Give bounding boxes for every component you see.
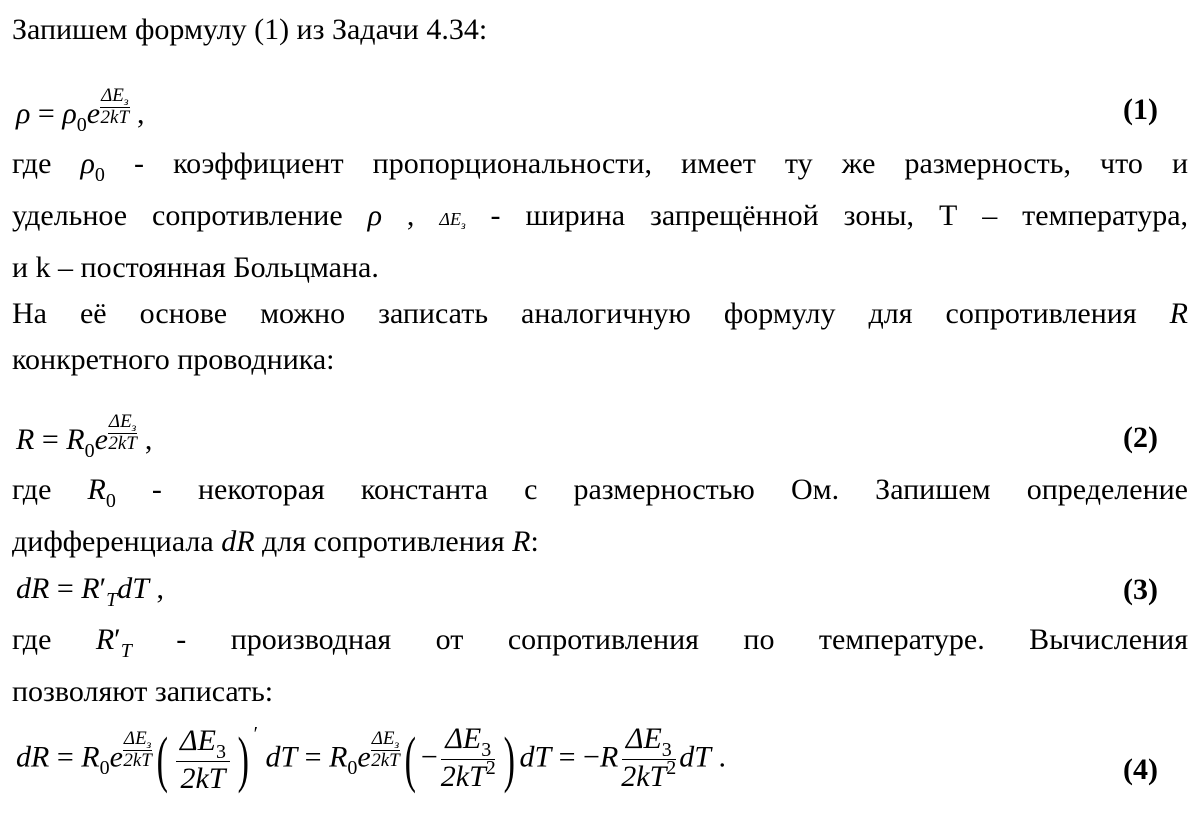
paragraph-3-line-2: дифференциала dR для сопротивления R:	[12, 525, 539, 558]
paragraph-4-line-1: где $R'_T$ - производная от сопротивления по температуре. Вычисления	[12, 623, 1188, 662]
paragraph-1-line-1: где $\rho_0$ - коэффициент пропорциональности, имеет ту же размерность, что и	[12, 147, 1188, 186]
equation-number-3: (3)	[1123, 573, 1158, 606]
paragraph-4-line-2: позволяют записать:	[12, 675, 274, 708]
equation-number-1: (1)	[1123, 93, 1158, 126]
intro-text: Запишем формулу (1) из Задачи 4.34:	[12, 13, 488, 46]
equation-number-2: (2)	[1123, 421, 1158, 454]
paragraph-1-line-2: удельное сопротивление ρ , $\Delta E_з$ - ширина запрещённой зоны, Т – температура,	[12, 199, 1189, 232]
paragraph-2-line-1: На её основе можно записать аналогичную формулу для сопротивления R	[12, 297, 1188, 330]
equation-3: dR = $R'_TdT$ ,	[16, 572, 164, 611]
equation-4: dR = $R_0e$ $\Delta E_з$ 2kT ( $\frac{\Delta E_3}{2kT}$ ) ′ dT = $R_0e$ $\Delta E_з$ 2kT ( − $\frac{\Delta E_3}{2kT^2}$ ) dT = −R $\frac{\Delta E_3}{2kT^2}$ dT .	[16, 722, 726, 795]
paragraph-1-line-3: и k – постоянная Больцмана.	[12, 251, 379, 284]
paragraph-3-line-1: где $R_0$ - некоторая константа с размерностью Ом. Запишем определение	[12, 473, 1188, 512]
paragraph-2-line-2: конкретного проводника:	[12, 343, 335, 376]
equation-2: $R = R_0e$ $\Delta E_з$ 2kT ,	[16, 411, 153, 462]
equation-1: $\rho = \rho_0e$ $\Delta E_з$ 2kT ,	[16, 85, 145, 136]
equation-number-4: (4)	[1123, 753, 1158, 786]
